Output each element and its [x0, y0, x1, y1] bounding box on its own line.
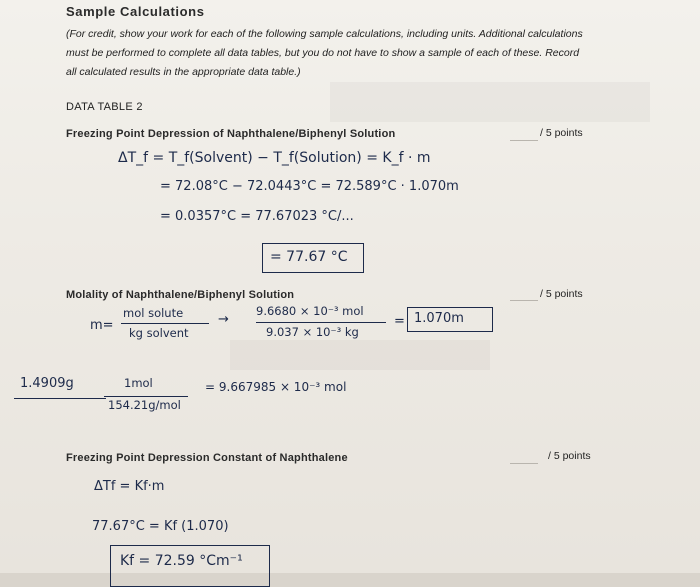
points-label: / 5 points	[548, 450, 591, 462]
fraction-denominator: kg solvent	[129, 326, 189, 340]
fraction-bar	[121, 323, 209, 324]
underline	[14, 398, 106, 399]
answer-value: = 77.67 °C	[270, 249, 348, 265]
fraction-denominator: 154.21g/mol	[108, 398, 181, 412]
data-table-label: DATA TABLE 2	[66, 101, 143, 113]
faint-smudge	[330, 82, 650, 122]
handwritten-equation: = 72.08°C − 72.0443°C = 72.589°C · 1.070m	[160, 179, 459, 194]
handwritten-equation: ΔTf = Kf·m	[94, 479, 165, 494]
fraction-numerator: mol solute	[123, 306, 184, 320]
fraction-bar	[104, 396, 188, 397]
fraction-bar	[256, 322, 386, 323]
arrow: →	[218, 312, 229, 327]
handwritten-result: = 9.667985 × 10⁻³ mol	[205, 380, 347, 394]
answer-value: Kf = 72.59 °Cm⁻¹	[120, 553, 243, 569]
equals-sign: =	[394, 314, 405, 329]
handwritten-equation: 77.67°C = Kf (1.070)	[92, 519, 229, 534]
points-label: / 5 points	[540, 288, 583, 300]
points-blank	[510, 463, 538, 464]
section-heading: Molality of Naphthalene/Biphenyl Solution	[66, 289, 295, 301]
fraction-numerator: 9.6680 × 10⁻³ mol	[256, 304, 364, 318]
handwritten-value: 1.4909g	[20, 376, 74, 391]
section-heading: Freezing Point Depression Constant of Naphthalene	[66, 452, 348, 464]
section-heading: Freezing Point Depression of Naphthalene/Biphenyl Solution	[66, 128, 396, 140]
handwritten-equation: m=	[90, 318, 114, 333]
instructions-text: (For credit, show your work for each of the following sample calculations, including units. Additional calculations must be performed to complete all data tables, but you do not have to show a sample of each of these. Record all calculated results in the appropriate data table.)	[66, 28, 583, 78]
handwritten-equation: = 0.0357°C = 77.67023 °C/...	[160, 209, 354, 224]
points-blank	[510, 300, 538, 301]
fraction-numerator: 1mol	[124, 376, 153, 390]
points-blank	[510, 140, 538, 141]
page-title: Sample Calculations	[66, 4, 205, 19]
points-label: / 5 points	[540, 127, 583, 139]
answer-value: 1.070m	[414, 311, 464, 326]
faint-smudge	[230, 340, 490, 370]
fraction-denominator: 9.037 × 10⁻³ kg	[266, 325, 359, 339]
handwritten-equation: ΔT_f = T_f(Solvent) − T_f(Solution) = K_f · m	[118, 150, 431, 166]
